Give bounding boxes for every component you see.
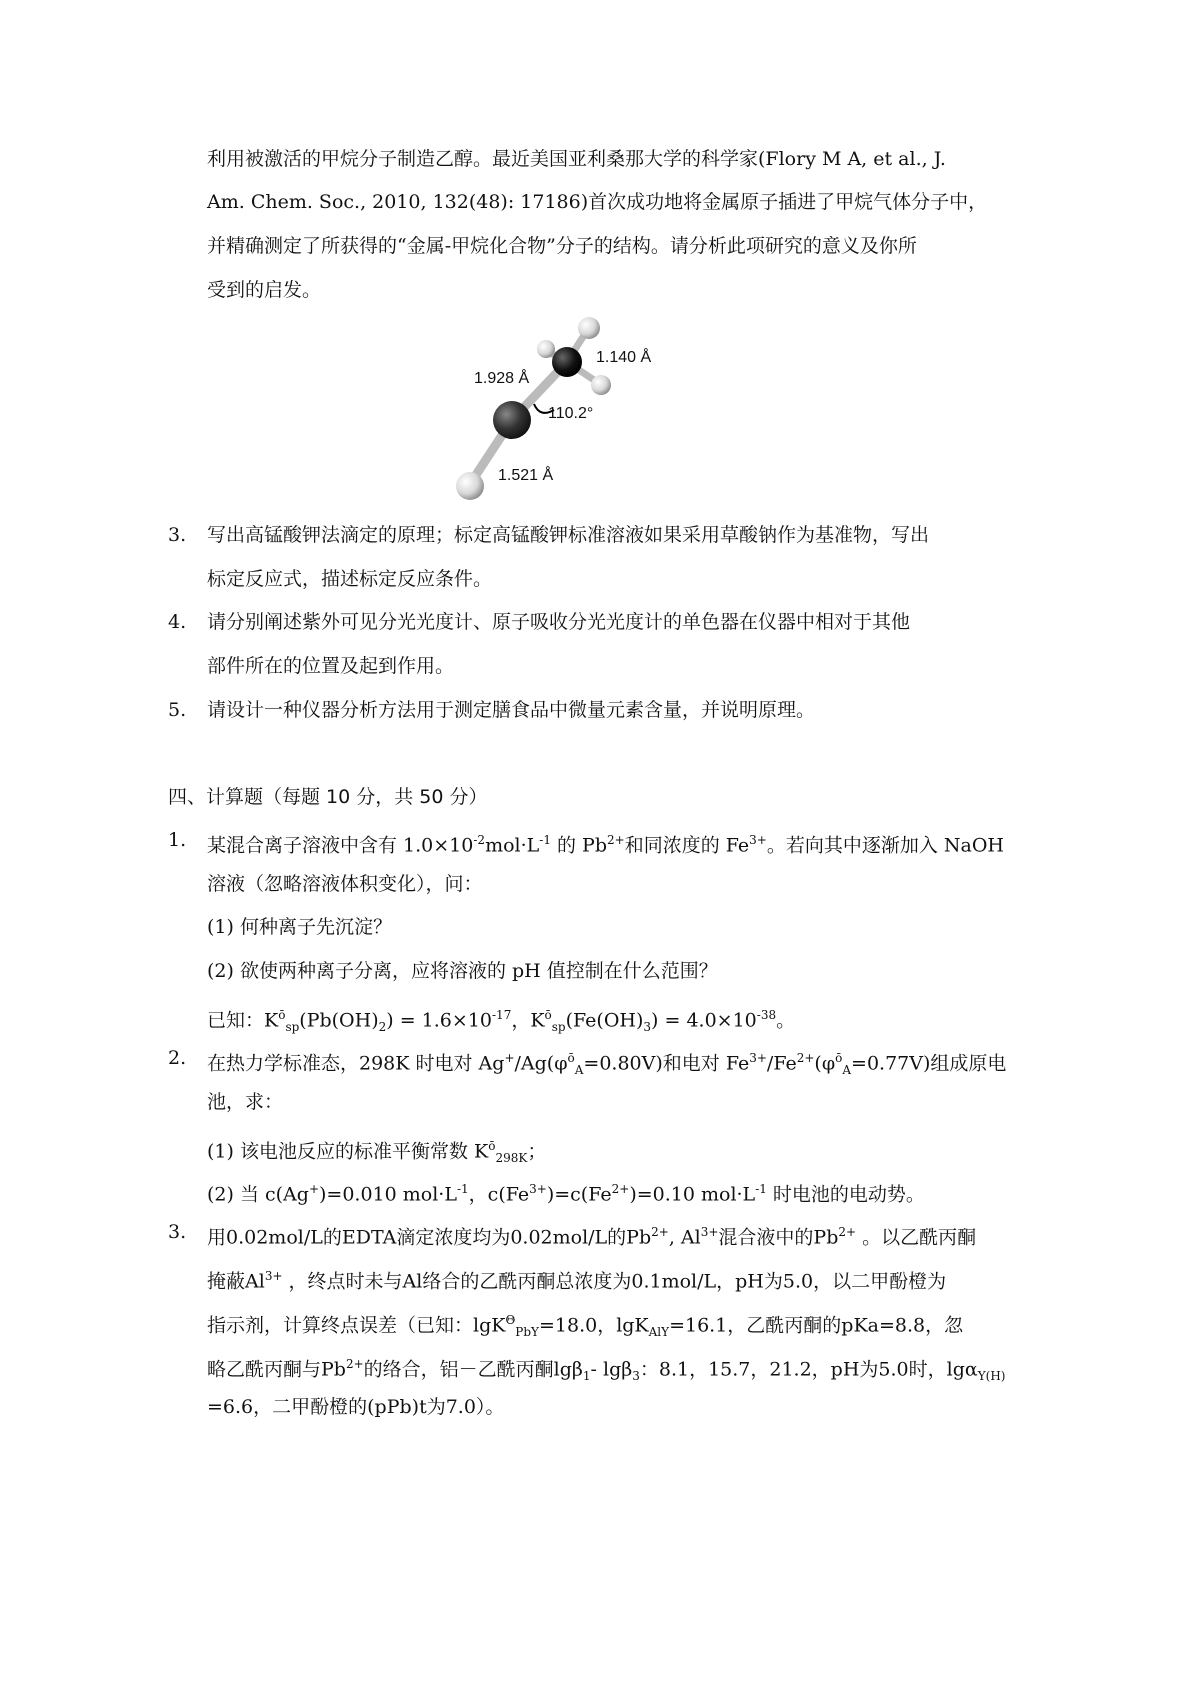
hydrogen-atom-left [537, 340, 555, 358]
hydrogen-atom-top [578, 317, 600, 339]
question-number: 3. [168, 1221, 187, 1243]
calc1-line-1: 某混合离子溶液中含有 $1.0\times 10^{-2}mol\cdot L^{-1}$ 的 $Pb^{2+}$和同浓度的 $Fe^{3+}$。若向其中逐渐加入 NaOH [207, 833, 1004, 857]
section-heading: 四、计算题（每题 10 分，共 50 分） [168, 786, 488, 808]
question-line: 标定反应式，描述标定反应条件。 [207, 568, 493, 590]
question-line: 请分别阐述紫外可见分光光度计、原子吸收分光光度计的单色器在仪器中相对于其他 [207, 611, 911, 633]
label-c-h-bond: 1.140 Å [596, 349, 652, 366]
calc1-subquestion-2: (2) 欲使两种离子分离，应将溶液的 pH 值控制在什么范围？ [207, 960, 718, 982]
calc3-line-3: 指示剂，计算终点误差（已知：lgK$^\Theta_{PbY}$=18.0，lgK$_{AlY}$=16.1，乙酰丙酮的pKa=8.8，忽 [207, 1313, 964, 1340]
label-angle: 110.2° [548, 405, 594, 422]
question-number: 5. [168, 699, 187, 721]
question-number: 3. [168, 524, 187, 546]
calc3-line-1: 用0.02mol/L的EDTA滴定浓度均为0.02mol/L的$Pb^{2+}$, $Al^{3+}$混合液中的$Pb^{2+}$ 。以乙酰丙酮 [207, 1225, 977, 1249]
metal-atom [493, 401, 531, 439]
hydrogen-atom-right [591, 375, 611, 395]
calc2-line-1: 在热力学标准态，298K 时电对 $Ag^+/Ag(\varphi^ō_A=0.80V)$和电对 $Fe^{3+}/Fe^{2+}(\varphi^ō_A=0.77V)$组成原电 [207, 1051, 1007, 1078]
intro-line-4: 受到的启发。 [207, 279, 322, 301]
calc1-line-2: 溶液（忽略溶液体积变化），问： [207, 873, 483, 895]
calc3-line-5: =6.6，二甲酚橙的(pPb)t为7.0）。 [207, 1396, 505, 1418]
calc3-line-2: 掩蔽$Al^{3+}$ ，终点时未与Al络合的乙酰丙酮总浓度为0.1mol/L，pH为5.0，以二甲酚橙为 [207, 1269, 947, 1293]
label-m-h-bond: 1.521 Å [498, 467, 554, 484]
label-m-c-bond: 1.928 Å [474, 370, 530, 387]
calc3-line-4: 略乙酰丙酮与$Pb^{2+}$的络合，铝－乙酰丙酮lgβ$_1$- lgβ$_3$：8.1，15.7，21.2，pH为5.0时，lgα$_{Y(H)}$ [207, 1357, 1006, 1384]
carbon-atom [552, 347, 582, 377]
question-number: 1. [168, 829, 187, 851]
intro-line-1: 利用被激活的甲烷分子制造乙醇。最近美国亚利桑那大学的科学家(Flory M A, et al., J. [207, 148, 946, 170]
hydrogen-atom-bottom [456, 472, 484, 500]
question-number: 4. [168, 611, 187, 633]
question-number: 2. [168, 1047, 187, 1069]
question-line: 请设计一种仪器分析方法用于测定膳食品中微量元素含量，并说明原理。 [207, 699, 816, 721]
calc1-subquestion-1: (1) 何种离子先沉淀？ [207, 916, 392, 938]
intro-line-3: 并精确测定了所获得的“金属-甲烷化合物”分子的结构。请分析此项研究的意义及你所 [207, 235, 917, 257]
calc2-subquestion-1: (1) 该电池反应的标准平衡常数 $K^ō_{298K}$； [207, 1139, 547, 1166]
question-line: 部件所在的位置及起到作用。 [207, 655, 455, 677]
calc2-line-2: 池，求： [207, 1091, 284, 1113]
calc1-given: 已知：$K^ō_{sp}(Pb(OH)_2) = 1.6\times 10^{-17}$，$K^ō_{sp}(Fe(OH)_3) = 4.0\times 10^{-38}$。 [207, 1008, 796, 1035]
question-line: 写出高锰酸钾法滴定的原理；标定高锰酸钾标准溶液如果采用草酸钠作为基准物，写出 [207, 524, 930, 546]
calc2-subquestion-2: (2) 当 c(Ag+)=0.010 $mol\cdot L^{-1}$，$c(Fe^{3+})=c(Fe^{2+})=0.10$ $mol\cdot L^{-1}$ 时电池的电动势。 [207, 1182, 925, 1206]
intro-line-2: Am. Chem. Soc., 2010, 132(48): 17186)首次成功地将金属原子插进了甲烷气体分子中， [207, 191, 988, 213]
